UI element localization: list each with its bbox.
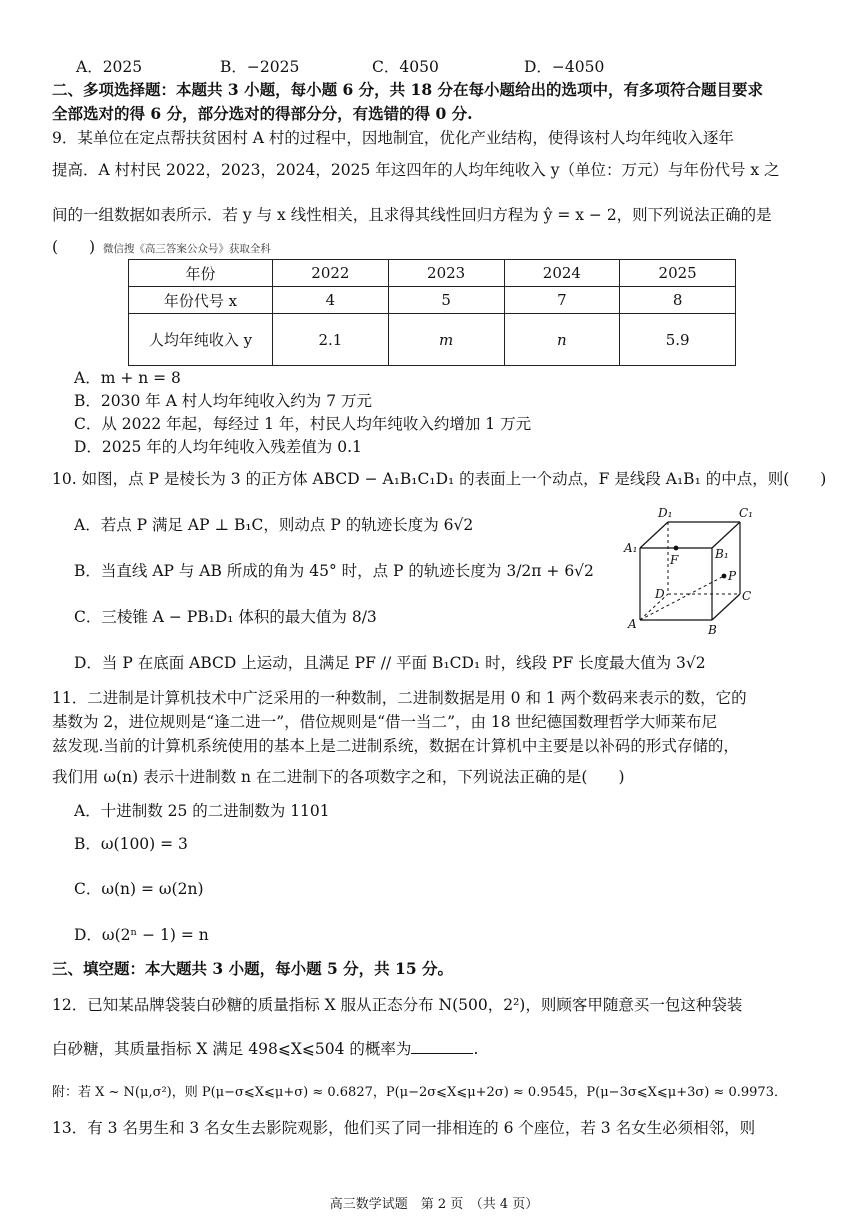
table-cell: 2022 <box>273 260 389 287</box>
q9-data-table <box>128 259 736 366</box>
q9-option-b: B．2030 年 A 村人均年纯收入约为 7 万元 <box>74 392 373 410</box>
q11-line4: 我们用 ω(n) 表示十进制数 n 在二进制下的各项数字之和，下列说法正确的是( ) <box>52 768 625 786</box>
table-cell: 2024 <box>504 260 620 287</box>
q8-option-b: B．−2025 <box>220 58 300 76</box>
q12-line2-wrap <box>52 1039 478 1059</box>
q11-line3: 兹发现.当前的计算机系统使用的基本上是二进制系统，数据在计算机中主要是以补码的形式存储的， <box>52 737 739 755</box>
q9-line1: 9．某单位在定点帮扶贫困村 A 村的过程中，因地制宜，优化产业结构，使得该村人均年纯收入逐年 <box>52 129 734 147</box>
cube-figure <box>620 500 770 640</box>
table-cell: n <box>504 314 620 366</box>
label-b1: B₁ <box>715 547 729 561</box>
table-cell: 年份 <box>129 260 273 287</box>
table-cell: 5 <box>388 287 504 314</box>
q10-stem: 10. 如图，点 P 是棱长为 3 的正方体 ABCD − A₁B₁C₁D₁ 的表面上一个动点，F 是线段 A₁B₁ 的中点，则( ) <box>52 470 827 488</box>
table-cell: 7 <box>504 287 620 314</box>
q9-option-d: D．2025 年的人均年纯收入残差值为 0.1 <box>74 438 362 456</box>
q10-option-a: A．若点 P 满足 AP ⊥ B₁C，则动点 P 的轨迹长度为 6√2 <box>74 516 474 534</box>
q11-option-c: C．ω(n) = ω(2n) <box>74 880 204 898</box>
label-b: B <box>708 623 717 637</box>
q9-option-a: A．m + n = 8 <box>74 369 181 387</box>
q8-option-a: A．2025 <box>76 58 143 76</box>
edge-a1d1 <box>640 522 668 548</box>
q13-line1: 13．有 3 名男生和 3 名女生去影院观影，他们买了同一排相连的 6 个座位，若 3 名女生必须相邻，则 <box>52 1119 756 1137</box>
q11-line1: 11．二进制是计算机技术中广泛采用的一种数制，二进制数据是用 0 和 1 两个数码来表示的数，它的 <box>52 689 747 707</box>
watermark-text: 微信搜《高三答案公众号》获取全科 <box>102 243 271 255</box>
section3-header: 三、填空题：本大题共 3 小题，每小题 5 分，共 15 分。 <box>52 959 454 978</box>
q9-line3: 间的一组数据如表所示．若 y 与 x 线性相关，且求得其线性回归方程为 ŷ = x − 2，则下列说法正确的是 <box>52 206 772 224</box>
q9-paren-line <box>52 237 271 259</box>
q9-line2: 提高．A 村村民 2022，2023，2024，2025 年这四年的人均年纯收入 y（单位：万元）与年份代号 x 之 <box>52 161 780 179</box>
table-cell: 年份代号 x <box>129 287 273 314</box>
q12-line1: 12．已知某品牌袋装白砂糖的质量指标 X 服从正态分布 N(500，2²)，则顾客甲随意买一包这种袋装 <box>52 996 743 1014</box>
table-cell: m <box>388 314 504 366</box>
table-cell: 8 <box>620 287 736 314</box>
label-a1: A₁ <box>624 541 638 555</box>
q10-option-c: C．三棱锥 A − PB₁D₁ 体积的最大值为 8/3 <box>74 608 377 626</box>
edge-bc <box>712 594 740 620</box>
q9-option-c: C．从 2022 年起，每经过 1 年，村民人均年纯收入约增加 1 万元 <box>74 415 532 433</box>
section2-line1: 二、多项选择题：本题共 3 小题，每小题 6 分，共 18 分在每小题给出的选项中，有多项符合题目要求 <box>52 80 764 99</box>
table-cell: 5.9 <box>620 314 736 366</box>
label-a: A <box>628 617 637 631</box>
table-cell: 人均年纯收入 y <box>129 314 273 366</box>
table-row <box>129 260 736 287</box>
q11-option-b: B．ω(100) = 3 <box>74 835 188 853</box>
edge-b1c1 <box>712 522 740 548</box>
q11-option-a: A．十进制数 25 的二进制数为 1101 <box>74 802 330 820</box>
table-cell: 2.1 <box>273 314 389 366</box>
q12-line2-end: . <box>473 1040 479 1058</box>
label-d1: D₁ <box>658 506 673 520</box>
answer-blank[interactable] <box>411 1039 473 1054</box>
table-cell: 2023 <box>388 260 504 287</box>
q12-line2: 白砂糖，其质量指标 X 满足 498⩽X⩽504 的概率为 <box>52 1040 412 1058</box>
table-row <box>129 314 736 366</box>
point-f <box>674 546 679 551</box>
table-row <box>129 287 736 314</box>
label-c: C <box>742 589 752 603</box>
q11-line2: 基数为 2，进位规则是“逢二进一”，借位规则是“借一当二”，由 18 世纪德国数理哲学大师莱布尼 <box>52 713 718 731</box>
point-p <box>722 574 727 579</box>
q12-note: 附：若 X ~ N(μ,σ²)，则 P(μ−σ⩽X⩽μ+σ) ≈ 0.6827，P(μ−2σ⩽X⩽μ+2σ) ≈ 0.9545，P(μ−3σ⩽X⩽μ+3σ) ≈ 0.9973． <box>52 1085 787 1100</box>
q10-option-d: D．当 P 在底面 ABCD 上运动，且满足 PF // 平面 B₁CD₁ 时，线段 PF 长度最大值为 3√2 <box>74 654 706 672</box>
q8-option-d: D．−4050 <box>524 58 605 76</box>
label-c1: C₁ <box>739 506 753 520</box>
label-d: D <box>655 587 665 601</box>
q11-option-d: D．ω(2ⁿ − 1) = n <box>74 926 209 944</box>
section2-line2: 全部选对的得 6 分，部分选对的得部分分，有选错的得 0 分. <box>52 104 473 123</box>
q10-option-b: B．当直线 AP 与 AB 所成的角为 45° 时，点 P 的轨迹长度为 3/2π + 6√2 <box>74 562 594 580</box>
label-p: P <box>728 569 737 583</box>
table-cell: 2025 <box>620 260 736 287</box>
label-f: F <box>670 553 679 567</box>
table-cell: 4 <box>273 287 389 314</box>
q8-option-c: C．4050 <box>372 58 439 76</box>
page-footer: 高三数学试题 第 2 页 （共 4 页） <box>329 1197 539 1212</box>
answer-paren: ( ) <box>52 238 96 256</box>
